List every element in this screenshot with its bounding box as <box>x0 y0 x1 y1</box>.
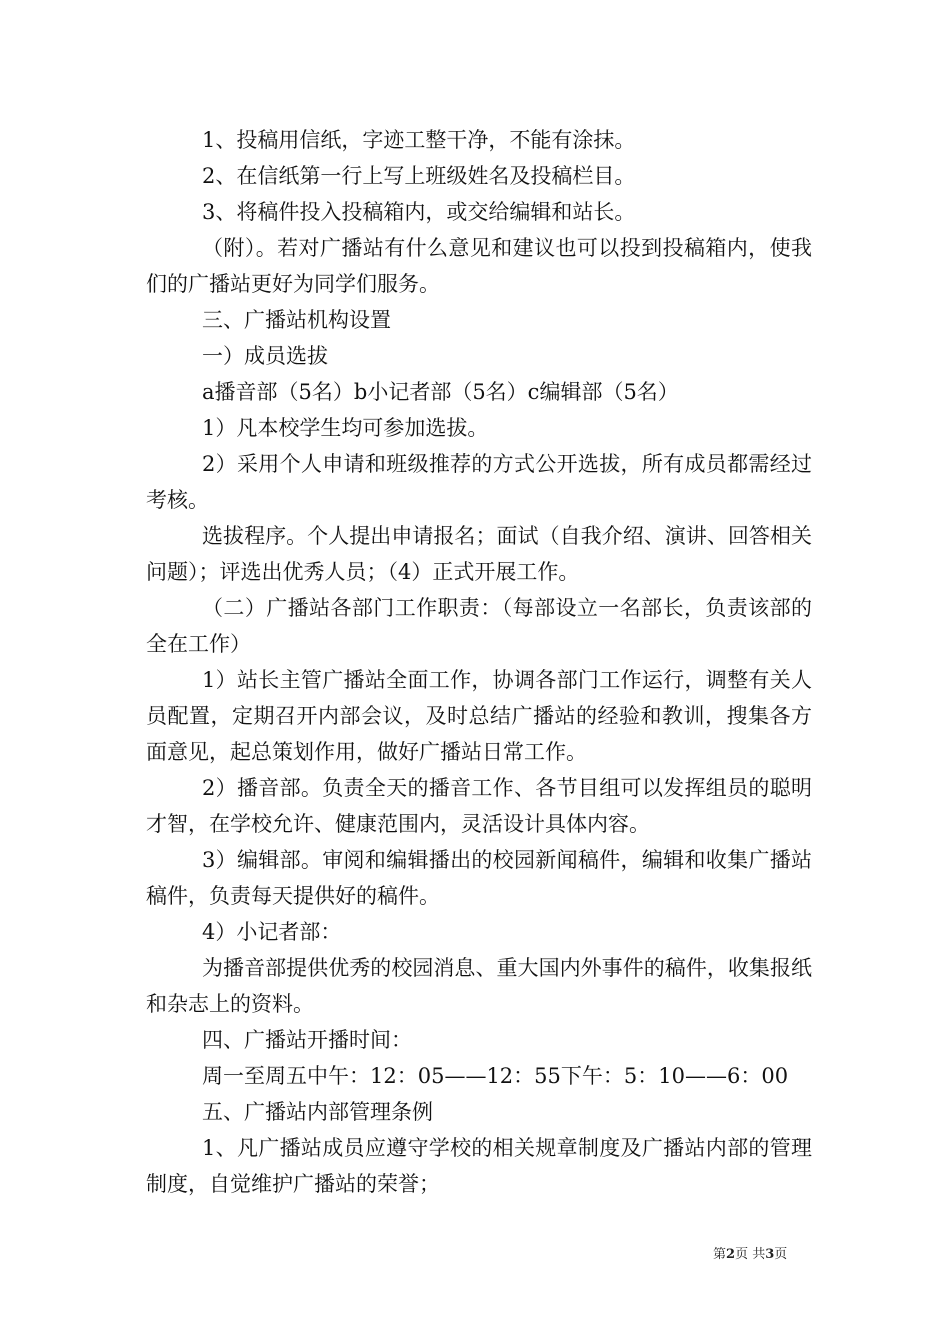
subsection-heading: （二）广播站各部门工作职责：（每部设立一名部长，负责该部的全在工作） <box>146 596 812 656</box>
subsection-heading: 一）成员选拔 <box>202 344 328 368</box>
paragraph: 周一至周五中午：12：05——12：55下午：5：10——6：00 <box>202 1064 789 1088</box>
paragraph: （附）。若对广播站有什么意见和建议也可以投到投稿箱内，使我们的广播站更好为同学们服务。 <box>146 236 812 296</box>
footer-middle: 页 共 <box>735 1247 766 1262</box>
paragraph: 选拔程序。个人提出申请报名；面试（自我介绍、演讲、回答相关问题）；评选出优秀人员；（4）正式开展工作。 <box>146 524 812 584</box>
paragraph: 2）采用个人申请和班级推荐的方式公开选拔，所有成员都需经过考核。 <box>146 452 812 512</box>
paragraph: 4）小记者部： <box>202 920 342 944</box>
paragraph: 1）凡本校学生均可参加选拔。 <box>202 416 489 440</box>
current-page-number: 2 <box>726 1247 736 1262</box>
paragraph: 2、在信纸第一行上写上班级姓名及投稿栏目。 <box>202 164 636 188</box>
document-body <box>146 122 812 1202</box>
paragraph: 3）编辑部。审阅和编辑播出的校园新闻稿件，编辑和收集广播站稿件，负责每天提供好的稿件。 <box>146 848 812 908</box>
section-heading: 五、广播站内部管理条例 <box>202 1100 433 1124</box>
paragraph: 为播音部提供优秀的校园消息、重大国内外事件的稿件，收集报纸和杂志上的资料。 <box>146 956 812 1016</box>
section-heading: 三、广播站机构设置 <box>202 308 391 332</box>
footer-prefix: 第 <box>713 1247 727 1262</box>
total-page-number: 3 <box>765 1247 775 1262</box>
paragraph: 1、投稿用信纸，字迹工整干净，不能有涂抹。 <box>202 128 636 152</box>
section-heading: 四、广播站开播时间： <box>202 1028 412 1052</box>
footer-suffix: 页 <box>774 1247 788 1262</box>
page-number-footer <box>713 1243 787 1262</box>
paragraph: 2）播音部。负责全天的播音工作、各节目组可以发挥组员的聪明才智，在学校允许、健康范围内，灵活设计具体内容。 <box>146 776 812 836</box>
paragraph: 1）站长主管广播站全面工作，协调各部门工作运行，调整有关人员配置，定期召开内部会议，及时总结广播站的经验和教训，搜集各方面意见，起总策划作用，做好广播站日常工作。 <box>146 668 812 764</box>
paragraph: a播音部（5名）b小记者部（5名）c编辑部（5名） <box>202 380 679 404</box>
paragraph: 1、凡广播站成员应遵守学校的相关规章制度及广播站内部的管理制度，自觉维护广播站的荣誉； <box>146 1136 812 1196</box>
paragraph: 3、将稿件投入投稿箱内，或交给编辑和站长。 <box>202 200 636 224</box>
